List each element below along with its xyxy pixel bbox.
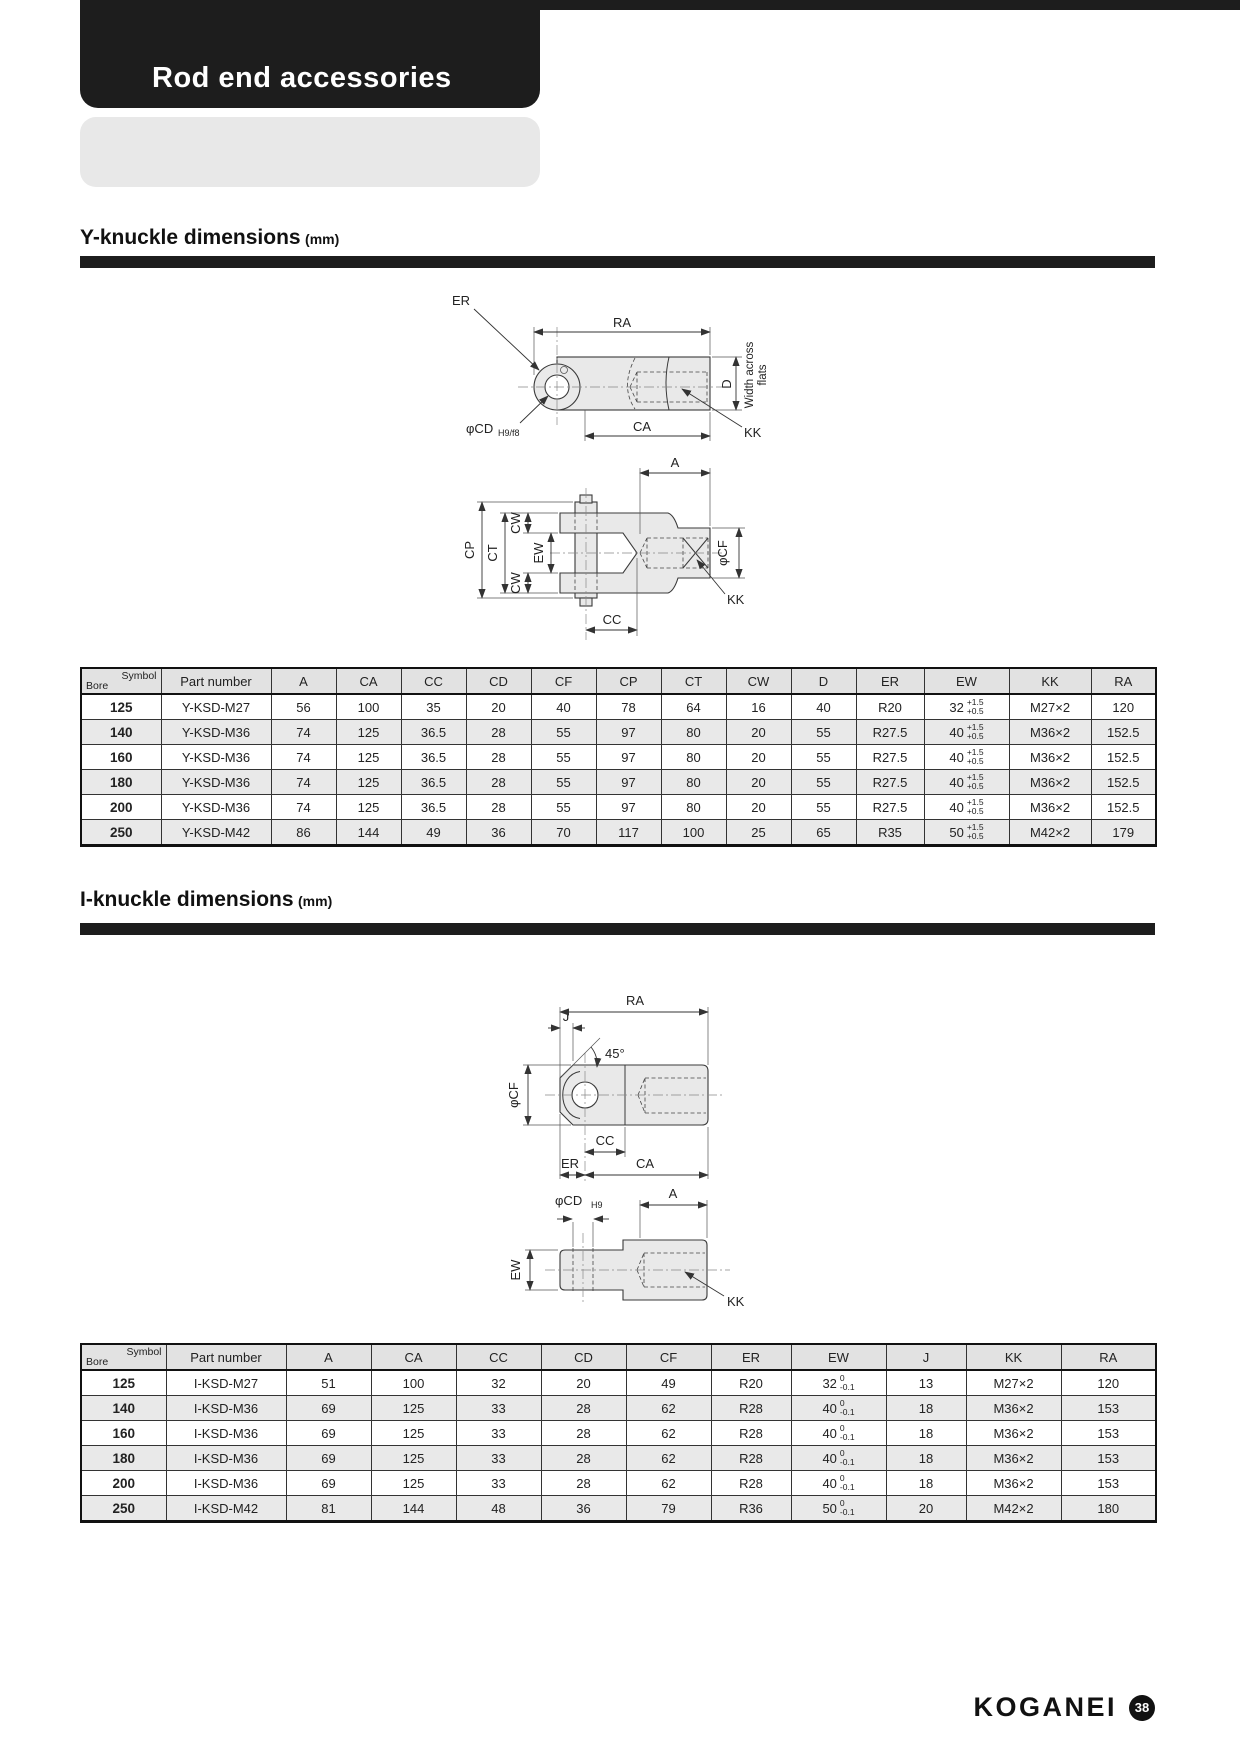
value-cell: 69 [286, 1446, 371, 1471]
dim-label-cp: CP [462, 540, 477, 560]
table-row [81, 1396, 1156, 1421]
value-cell: Y-KSD-M42 [161, 820, 271, 846]
value-cell: 28 [466, 770, 531, 795]
value-cell: M36×2 [1009, 770, 1091, 795]
dim-label-er: ER [452, 293, 471, 308]
value-cell: 120 [1091, 694, 1156, 720]
value-cell: Y-KSD-M27 [161, 694, 271, 720]
value-cell: 100 [661, 820, 726, 846]
i-knuckle-table-grid [80, 1343, 1157, 1523]
bore-symbol-corner-cell [81, 1344, 166, 1370]
i-heading-text: I-knuckle dimensions [80, 888, 294, 911]
value-cell: 51 [286, 1370, 371, 1396]
value-cell: 20 [726, 720, 791, 745]
value-cell: 100 [371, 1370, 456, 1396]
value-cell: R28 [711, 1471, 791, 1496]
dim-label-cd-tolerance: H9 [591, 1200, 603, 1210]
value-cell: 153 [1061, 1446, 1156, 1471]
value-cell: 28 [541, 1396, 626, 1421]
value-cell: Y-KSD-M36 [161, 745, 271, 770]
column-header: KK [1009, 668, 1091, 694]
value-cell: M27×2 [966, 1370, 1061, 1396]
value-cell: 74 [271, 770, 336, 795]
value-cell: 55 [791, 745, 856, 770]
dim-label-ca: CA [635, 1156, 655, 1171]
value-cell: 125 [336, 795, 401, 820]
value-cell: 153 [1061, 1471, 1156, 1496]
value-cell: 97 [596, 745, 661, 770]
y-section-heading [80, 226, 339, 250]
value-cell: 125 [336, 720, 401, 745]
value-cell: 56 [271, 694, 336, 720]
value-cell: 40 0 -0.1 [791, 1396, 886, 1421]
value-cell: 80 [661, 770, 726, 795]
value-cell: M36×2 [966, 1421, 1061, 1446]
dim-label-cf: φCF [506, 1082, 521, 1108]
value-cell: 18 [886, 1471, 966, 1496]
header-gray-box [80, 117, 540, 187]
column-header: CT [661, 668, 726, 694]
value-cell: 144 [371, 1496, 456, 1522]
value-cell: 64 [661, 694, 726, 720]
column-header: J [886, 1344, 966, 1370]
value-cell: 49 [626, 1370, 711, 1396]
value-cell: 13 [886, 1370, 966, 1396]
value-cell: 62 [626, 1421, 711, 1446]
table-row [81, 820, 1156, 846]
value-cell: 70 [531, 820, 596, 846]
value-cell: Y-KSD-M36 [161, 795, 271, 820]
value-cell: I-KSD-M36 [166, 1396, 286, 1421]
table-row [81, 1471, 1156, 1496]
value-cell: 78 [596, 694, 661, 720]
value-cell: 152.5 [1091, 770, 1156, 795]
dim-label-j: J [562, 1009, 570, 1024]
dim-label-cc: CC [602, 612, 622, 627]
value-cell: 28 [466, 720, 531, 745]
value-cell: 55 [791, 795, 856, 820]
value-cell: 40 0 -0.1 [791, 1446, 886, 1471]
value-cell: 50 0 -0.1 [791, 1496, 886, 1522]
column-header: A [286, 1344, 371, 1370]
i-knuckle-top-view-drawing [445, 1175, 765, 1325]
column-header: KK [966, 1344, 1061, 1370]
dim-label-45deg: 45° [605, 1046, 625, 1061]
brand-logo: KOGANEI [973, 1692, 1117, 1722]
value-cell: 69 [286, 1396, 371, 1421]
value-cell: 152.5 [1091, 720, 1156, 745]
value-cell: 125 [336, 770, 401, 795]
bore-cell: 140 [81, 1396, 166, 1421]
value-cell: 55 [791, 720, 856, 745]
y-section-bar [80, 256, 1155, 268]
bore-cell: 125 [81, 694, 161, 720]
value-cell: M36×2 [1009, 720, 1091, 745]
value-cell: 28 [541, 1421, 626, 1446]
value-cell: 40 0 -0.1 [791, 1471, 886, 1496]
dim-label-er: ER [560, 1156, 580, 1171]
value-cell: 18 [886, 1421, 966, 1446]
value-cell: 55 [791, 770, 856, 795]
column-header: RA [1061, 1344, 1156, 1370]
bore-cell: 125 [81, 1370, 166, 1396]
value-cell: 20 [886, 1496, 966, 1522]
column-header: CD [466, 668, 531, 694]
column-header: RA [1091, 668, 1156, 694]
corner-symbol-label: Symbol [126, 1346, 162, 1358]
header-row [81, 1344, 1156, 1370]
value-cell: I-KSD-M42 [166, 1496, 286, 1522]
value-cell: M42×2 [1009, 820, 1091, 846]
value-cell: 62 [626, 1446, 711, 1471]
value-cell: 153 [1061, 1396, 1156, 1421]
value-cell: 20 [726, 745, 791, 770]
column-header: ER [856, 668, 924, 694]
value-cell: 125 [371, 1446, 456, 1471]
table-row [81, 770, 1156, 795]
i-knuckle-table [80, 1343, 1155, 1523]
table-row [81, 795, 1156, 820]
dim-label-ra: RA [625, 993, 645, 1008]
value-cell: 40 +1.5 +0.5 [924, 770, 1009, 795]
value-cell: 49 [401, 820, 466, 846]
value-cell: 40 +1.5 +0.5 [924, 745, 1009, 770]
value-cell: I-KSD-M36 [166, 1471, 286, 1496]
value-cell: 65 [791, 820, 856, 846]
header-row [81, 668, 1156, 694]
value-cell: 33 [456, 1396, 541, 1421]
value-cell: M36×2 [1009, 795, 1091, 820]
column-header: EW [924, 668, 1009, 694]
value-cell: Y-KSD-M36 [161, 720, 271, 745]
table-row [81, 694, 1156, 720]
value-cell: 36 [466, 820, 531, 846]
value-cell: 18 [886, 1396, 966, 1421]
table-row [81, 1496, 1156, 1522]
value-cell: R20 [711, 1370, 791, 1396]
table-row [81, 1370, 1156, 1396]
dim-label-cd-tolerance: H9/f8 [498, 428, 520, 438]
bore-symbol-corner-cell [81, 668, 161, 694]
value-cell: 69 [286, 1421, 371, 1446]
dim-label-ew: EW [508, 1259, 523, 1281]
value-cell: 36.5 [401, 745, 466, 770]
value-cell: 36.5 [401, 795, 466, 820]
column-header: CF [531, 668, 596, 694]
value-cell: 125 [371, 1471, 456, 1496]
value-cell: 28 [541, 1446, 626, 1471]
column-header: Part number [161, 668, 271, 694]
page-number-badge: 38 [1129, 1695, 1155, 1721]
value-cell: 33 [456, 1421, 541, 1446]
corner-bore-label: Bore [86, 1356, 109, 1368]
bore-cell: 250 [81, 820, 161, 846]
value-cell: 97 [596, 770, 661, 795]
dim-label-cd: φCD [466, 421, 494, 436]
value-cell: 74 [271, 720, 336, 745]
column-header: CP [596, 668, 661, 694]
value-cell: 86 [271, 820, 336, 846]
value-cell: 32 0 -0.1 [791, 1370, 886, 1396]
value-cell: 28 [541, 1471, 626, 1496]
value-cell: R27.5 [856, 795, 924, 820]
width-across-flats-label: flats [757, 364, 769, 386]
column-header: CC [401, 668, 466, 694]
dim-label-kk: KK [727, 592, 745, 607]
column-header: CA [336, 668, 401, 694]
value-cell: 20 [726, 795, 791, 820]
i-knuckle-side-view-drawing [445, 963, 765, 1193]
value-cell: 125 [336, 745, 401, 770]
value-cell: 28 [466, 795, 531, 820]
value-cell: 152.5 [1091, 795, 1156, 820]
bore-cell: 200 [81, 795, 161, 820]
value-cell: I-KSD-M27 [166, 1370, 286, 1396]
y-knuckle-table [80, 667, 1155, 847]
value-cell: M36×2 [1009, 745, 1091, 770]
i-section-bar [80, 923, 1155, 935]
value-cell: 50 +1.5 +0.5 [924, 820, 1009, 846]
dim-label-cw-top: CW [508, 512, 523, 534]
column-header: CW [726, 668, 791, 694]
value-cell: 20 [726, 770, 791, 795]
i-section-heading [80, 888, 332, 912]
bore-cell: 180 [81, 770, 161, 795]
value-cell: 120 [1061, 1370, 1156, 1396]
value-cell: 32 +1.5 +0.5 [924, 694, 1009, 720]
value-cell: 80 [661, 745, 726, 770]
i-heading-unit: (mm) [298, 893, 333, 909]
value-cell: 62 [626, 1471, 711, 1496]
dim-label-ct: CT [485, 544, 500, 562]
bore-cell: 140 [81, 720, 161, 745]
value-cell: 33 [456, 1471, 541, 1496]
bore-cell: 180 [81, 1446, 166, 1471]
value-cell: R35 [856, 820, 924, 846]
value-cell: 36.5 [401, 720, 466, 745]
page-footer [80, 1692, 1155, 1723]
value-cell: 40 0 -0.1 [791, 1421, 886, 1446]
value-cell: 25 [726, 820, 791, 846]
column-header: Part number [166, 1344, 286, 1370]
corner-bore-label: Bore [86, 680, 109, 692]
value-cell: M36×2 [966, 1396, 1061, 1421]
value-cell: Y-KSD-M36 [161, 770, 271, 795]
dim-label-d: D [719, 379, 734, 389]
table-row [81, 720, 1156, 745]
value-cell: 144 [336, 820, 401, 846]
value-cell: 79 [626, 1496, 711, 1522]
value-cell: 97 [596, 720, 661, 745]
value-cell: M36×2 [966, 1471, 1061, 1496]
dim-label-ca: CA [632, 419, 652, 434]
value-cell: 18 [886, 1446, 966, 1471]
corner-symbol-label: Symbol [121, 670, 157, 682]
value-cell: I-KSD-M36 [166, 1421, 286, 1446]
value-cell: 32 [456, 1370, 541, 1396]
value-cell: R20 [856, 694, 924, 720]
dim-label-cw-bottom: CW [508, 572, 523, 594]
value-cell: 55 [531, 770, 596, 795]
value-cell: 55 [531, 795, 596, 820]
value-cell: 40 +1.5 +0.5 [924, 795, 1009, 820]
column-header: CA [371, 1344, 456, 1370]
value-cell: 40 [531, 694, 596, 720]
column-header: CD [541, 1344, 626, 1370]
value-cell: 74 [271, 795, 336, 820]
dim-label-kk: KK [727, 1294, 745, 1309]
value-cell: 20 [466, 694, 531, 720]
value-cell: R27.5 [856, 770, 924, 795]
bore-cell: 200 [81, 1471, 166, 1496]
value-cell: R36 [711, 1496, 791, 1522]
dim-label-cf: φCF [715, 540, 730, 566]
value-cell: 125 [371, 1396, 456, 1421]
y-heading-unit: (mm) [305, 231, 340, 247]
value-cell: 69 [286, 1471, 371, 1496]
value-cell: 36 [541, 1496, 626, 1522]
dim-label-cc: CC [595, 1133, 615, 1148]
dim-label-a: A [670, 455, 680, 470]
value-cell: 80 [661, 795, 726, 820]
value-cell: M42×2 [966, 1496, 1061, 1522]
value-cell: 179 [1091, 820, 1156, 846]
page-title: Rod end accessories [152, 62, 452, 94]
value-cell: R28 [711, 1396, 791, 1421]
value-cell: 152.5 [1091, 745, 1156, 770]
column-header: CC [456, 1344, 541, 1370]
dim-label-ra: RA [612, 315, 632, 330]
dim-label-a: A [668, 1186, 678, 1201]
value-cell: 100 [336, 694, 401, 720]
width-across-flats-label: Width across [744, 341, 756, 409]
value-cell: I-KSD-M36 [166, 1446, 286, 1471]
column-header: EW [791, 1344, 886, 1370]
value-cell: 48 [456, 1496, 541, 1522]
table-row [81, 745, 1156, 770]
dim-label-kk: KK [744, 425, 762, 440]
value-cell: 74 [271, 745, 336, 770]
value-cell: 180 [1061, 1496, 1156, 1522]
value-cell: 40 [791, 694, 856, 720]
table-row [81, 1446, 1156, 1471]
value-cell: 40 +1.5 +0.5 [924, 720, 1009, 745]
value-cell: 125 [371, 1421, 456, 1446]
column-header: ER [711, 1344, 791, 1370]
y-heading-text: Y-knuckle dimensions [80, 226, 301, 249]
column-header: CF [626, 1344, 711, 1370]
value-cell: 55 [531, 720, 596, 745]
value-cell: 81 [286, 1496, 371, 1522]
value-cell: 36.5 [401, 770, 466, 795]
value-cell: M27×2 [1009, 694, 1091, 720]
value-cell: 33 [456, 1446, 541, 1471]
bore-cell: 250 [81, 1496, 166, 1522]
value-cell: 28 [466, 745, 531, 770]
value-cell: 55 [531, 745, 596, 770]
value-cell: 97 [596, 795, 661, 820]
value-cell: M36×2 [966, 1446, 1061, 1471]
value-cell: 16 [726, 694, 791, 720]
value-cell: R28 [711, 1421, 791, 1446]
value-cell: 35 [401, 694, 466, 720]
value-cell: R27.5 [856, 745, 924, 770]
dim-label-ew: EW [531, 542, 546, 564]
value-cell: R27.5 [856, 720, 924, 745]
value-cell: 62 [626, 1396, 711, 1421]
column-header: A [271, 668, 336, 694]
value-cell: 153 [1061, 1421, 1156, 1446]
dim-label-cd: φCD [555, 1193, 583, 1208]
value-cell: 20 [541, 1370, 626, 1396]
value-cell: R28 [711, 1446, 791, 1471]
bore-cell: 160 [81, 745, 161, 770]
value-cell: 117 [596, 820, 661, 846]
title-tab [80, 0, 540, 108]
y-knuckle-front-view-drawing [455, 448, 775, 648]
table-row [81, 1421, 1156, 1446]
y-knuckle-table-grid [80, 667, 1157, 847]
column-header: D [791, 668, 856, 694]
y-knuckle-side-view-drawing [430, 275, 780, 445]
value-cell: 80 [661, 720, 726, 745]
bore-cell: 160 [81, 1421, 166, 1446]
